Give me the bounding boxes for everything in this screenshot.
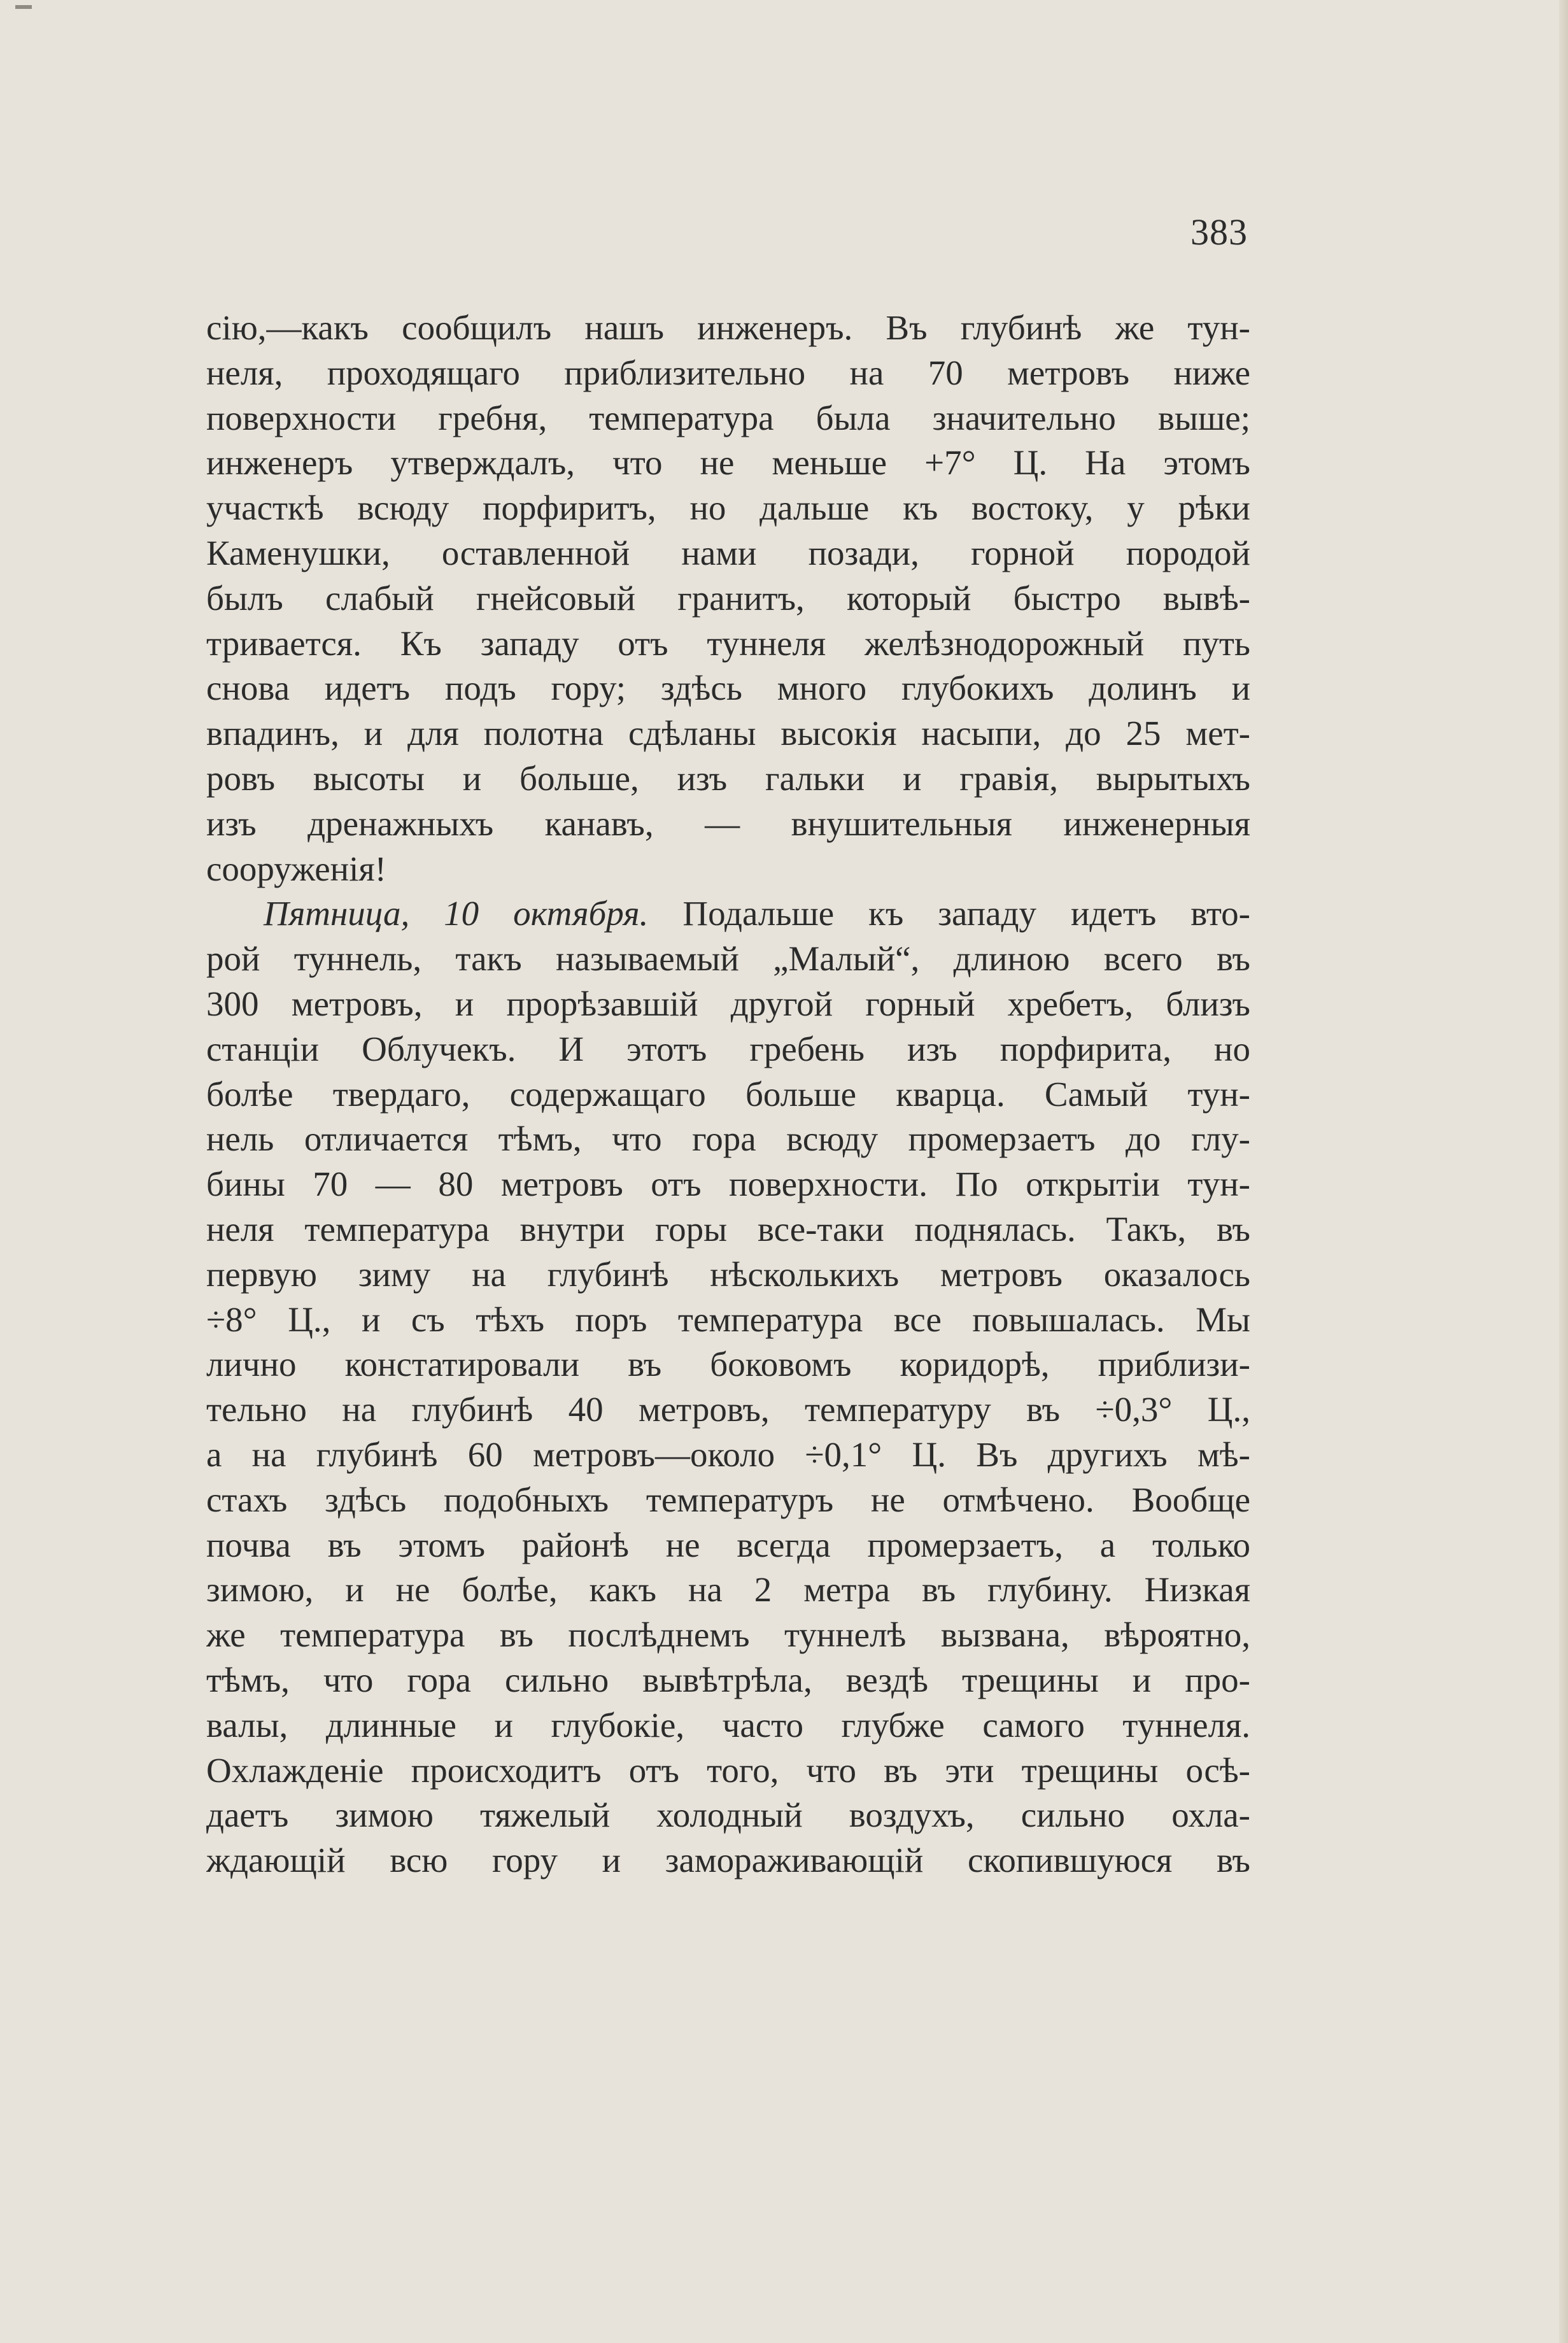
text-line: валы, длинные и глубокіе, часто глубже самого туннеля. — [206, 1705, 1250, 1745]
body-text — [206, 306, 1250, 1883]
text-line-rest: Подальше къ западу идетъ вто- — [682, 894, 1250, 933]
text-line: ждающій всю гору и замораживающій скопившуюся въ — [206, 1841, 1250, 1880]
text-line: ровъ высоты и больше, изъ гальки и гравія, вырытыхъ — [206, 758, 1250, 798]
text-line: лично констатировали въ боковомъ коридорѣ, приблизи- — [206, 1345, 1250, 1384]
scan-edge-mark — [15, 5, 32, 9]
text-line: снова идетъ подъ гору; здѣсь много глубокихъ долинъ и — [206, 669, 1250, 708]
text-line: бины 70 — 80 метровъ отъ поверхности. По открытіи тун- — [206, 1164, 1250, 1204]
text-line: Охлажденіе происходитъ отъ того, что въ эти трещины осѣ- — [206, 1750, 1250, 1790]
text-line: Каменушки, оставленной нами позади, горной породой — [206, 533, 1250, 572]
text-line: неля, проходящаго приблизительно на 70 метровъ ниже — [206, 353, 1250, 392]
text-line: даетъ зимою тяжелый холодный воздухъ, сильно охла- — [206, 1795, 1250, 1835]
page-number: 383 — [1190, 211, 1248, 253]
text-line: а на глубинѣ 60 метровъ—около ÷0,1° Ц. Въ другихъ мѣ- — [206, 1434, 1250, 1474]
text-line: стахъ здѣсь подобныхъ температуръ не отмѣчено. Вообще — [206, 1480, 1250, 1519]
text-line: неля температура внутри горы все-таки поднялась. Такъ, въ — [206, 1209, 1250, 1249]
text-line: тѣмъ, что гора сильно вывѣтрѣла, вездѣ трещины и про- — [206, 1660, 1250, 1699]
text-line: сію,—какъ сообщилъ нашъ инженеръ. Въ глубинѣ же тун- — [206, 308, 1250, 347]
text-line: инженеръ утверждалъ, что не меньше +7° Ц. На этомъ — [206, 443, 1250, 483]
text-line: участкѣ всюду порфиритъ, но дальше къ востоку, у рѣки — [206, 488, 1250, 528]
text-line: сооруженія! — [206, 849, 386, 888]
text-line: поверхности гребня, температура была значительно выше; — [206, 398, 1250, 437]
text-line: нель отличается тѣмъ, что гора всюду промерзаетъ до глу- — [206, 1119, 1250, 1159]
date-heading: Пятница, 10 октября. — [264, 894, 649, 933]
text-line: тельно на глубинѣ 40 метровъ, температуру въ ÷0,3° Ц., — [206, 1390, 1250, 1429]
text-line: рой туннель, такъ называемый „Малый“, длиною всего въ — [206, 939, 1250, 979]
text-line: станціи Облучекъ. И этотъ гребень изъ порфирита, но — [206, 1029, 1250, 1068]
text-line: почва въ этомъ районѣ не всегда промерзаетъ, а только — [206, 1525, 1250, 1564]
text-line: 300 метровъ, и прорѣзавшій другой горный хребетъ, близъ — [206, 984, 1250, 1023]
text-line: же температура въ послѣднемъ туннелѣ вызвана, вѣроятно, — [206, 1615, 1250, 1655]
text-line: болѣе твердаго, содержащаго больше кварца. Самый тун- — [206, 1074, 1250, 1114]
paragraph-first-line — [206, 891, 1250, 937]
text-line: первую зиму на глубинѣ нѣсколькихъ метровъ оказалось — [206, 1254, 1250, 1294]
text-line: зимою, и не болѣе, какъ на 2 метра въ глубину. Низкая — [206, 1570, 1250, 1610]
text-line: тривается. Къ западу отъ туннеля желѣзнодорожный путь — [206, 623, 1250, 663]
text-line: изъ дренажныхъ канавъ, — внушительныя инженерныя — [206, 803, 1250, 843]
text-line: ÷8° Ц., и съ тѣхъ поръ температура все повышалась. Мы — [206, 1299, 1250, 1339]
text-line: впадинъ, и для полотна сдѣланы высокія насыпи, до 25 мет- — [206, 714, 1250, 753]
text-line: былъ слабый гнейсовый гранитъ, который быстро вывѣ- — [206, 578, 1250, 618]
page-edge — [1559, 0, 1568, 2343]
